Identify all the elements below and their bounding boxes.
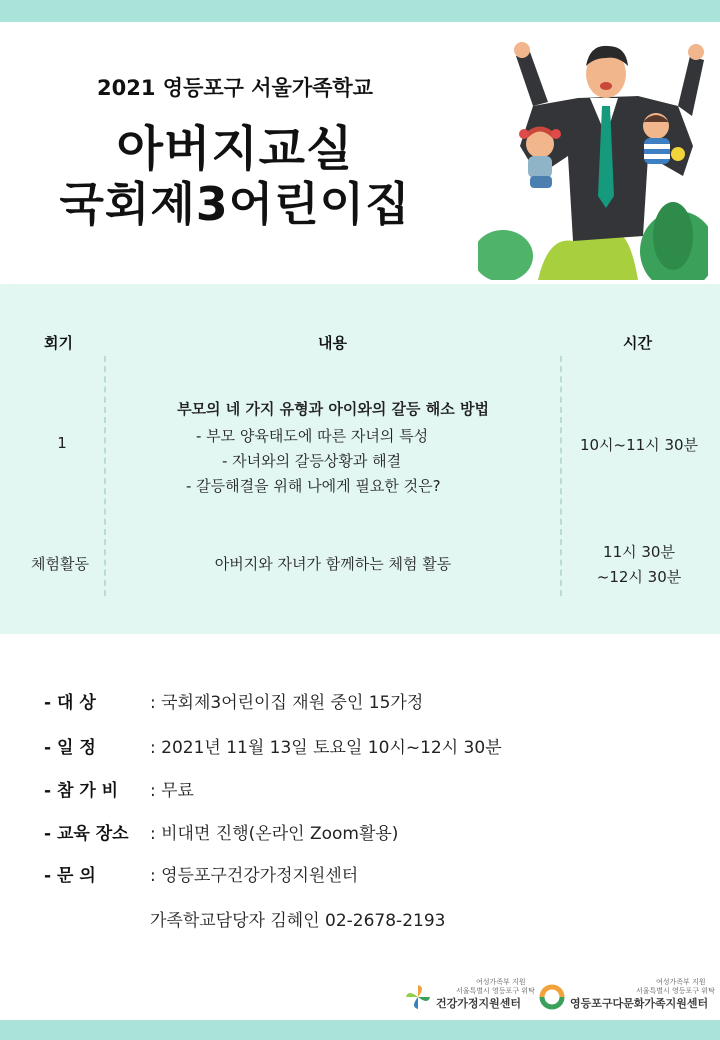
page-title-location: 국회제3어린이집	[59, 177, 411, 231]
logo-caption: 여성가족부 지원	[656, 978, 706, 986]
value-fee: : 무료	[150, 781, 194, 801]
column-divider	[104, 356, 106, 596]
circle-logo-icon	[538, 983, 566, 1011]
session-number: 1	[57, 434, 67, 452]
value-target: : 국회제3어린이집 재원 중인 15가정	[150, 693, 424, 713]
pinwheel-logo-icon	[404, 983, 432, 1011]
father-children-illustration	[478, 36, 708, 280]
session-topic: 부모의 네 가지 유형과 아이와의 갈등 해소 방법	[177, 400, 489, 418]
logo-caption: 서울특별시 영등포구 위탁	[636, 987, 715, 995]
logo-name: 영등포구다문화가족지원센터	[570, 997, 709, 1010]
topic-bullet: - 자녀와의 갈등상황과 해결	[222, 452, 402, 470]
topic-bullet: - 갈등해결을 위해 나에게 필요한 것은?	[186, 477, 441, 495]
session-time: 10시~11시 30분	[579, 436, 699, 454]
program-subtitle: 2021 영등포구 서울가족학교	[97, 76, 373, 100]
value-inquiry: : 영등포구건강가정지원센터	[150, 866, 359, 886]
session-time-end: ~12시 30분	[596, 568, 682, 586]
session-name: 체험활동	[31, 555, 89, 573]
value-location: : 비대면 진행(온라인 Zoom활용)	[150, 824, 399, 844]
table-header-time: 시간	[623, 334, 652, 352]
bottom-accent-band	[0, 1020, 720, 1040]
label-fee: - 참 가 비	[44, 781, 119, 801]
logo-caption: 서울특별시 영등포구 위탁	[456, 987, 535, 995]
contact-person: 가족학교담당자 김혜인 02-2678-2193	[150, 911, 446, 931]
table-header-session: 회기	[44, 334, 73, 352]
page-title: 아버지교실	[116, 121, 354, 177]
session-time: 11시 30분	[603, 543, 675, 561]
session-topic: 아버지와 자녀가 함께하는 체험 활동	[214, 555, 452, 573]
label-schedule: - 일 정	[44, 738, 96, 758]
top-accent-band	[0, 0, 720, 22]
table-header-content: 내용	[318, 334, 347, 352]
logo-name: 건강가정지원센터	[436, 997, 522, 1010]
logo-caption: 여성가족부 지원	[476, 978, 526, 986]
topic-bullet: - 부모 양육태도에 따른 자녀의 특성	[196, 427, 429, 445]
label-target: - 대 상	[44, 693, 96, 713]
column-divider	[560, 356, 562, 596]
logo-multicultural-family-center	[538, 975, 715, 1015]
label-location: - 교육 장소	[44, 824, 129, 844]
value-schedule: : 2021년 11월 13일 토요일 10시~12시 30분	[150, 738, 502, 758]
logo-healthy-family-center	[404, 975, 535, 1015]
label-inquiry: - 문 의	[44, 866, 96, 886]
